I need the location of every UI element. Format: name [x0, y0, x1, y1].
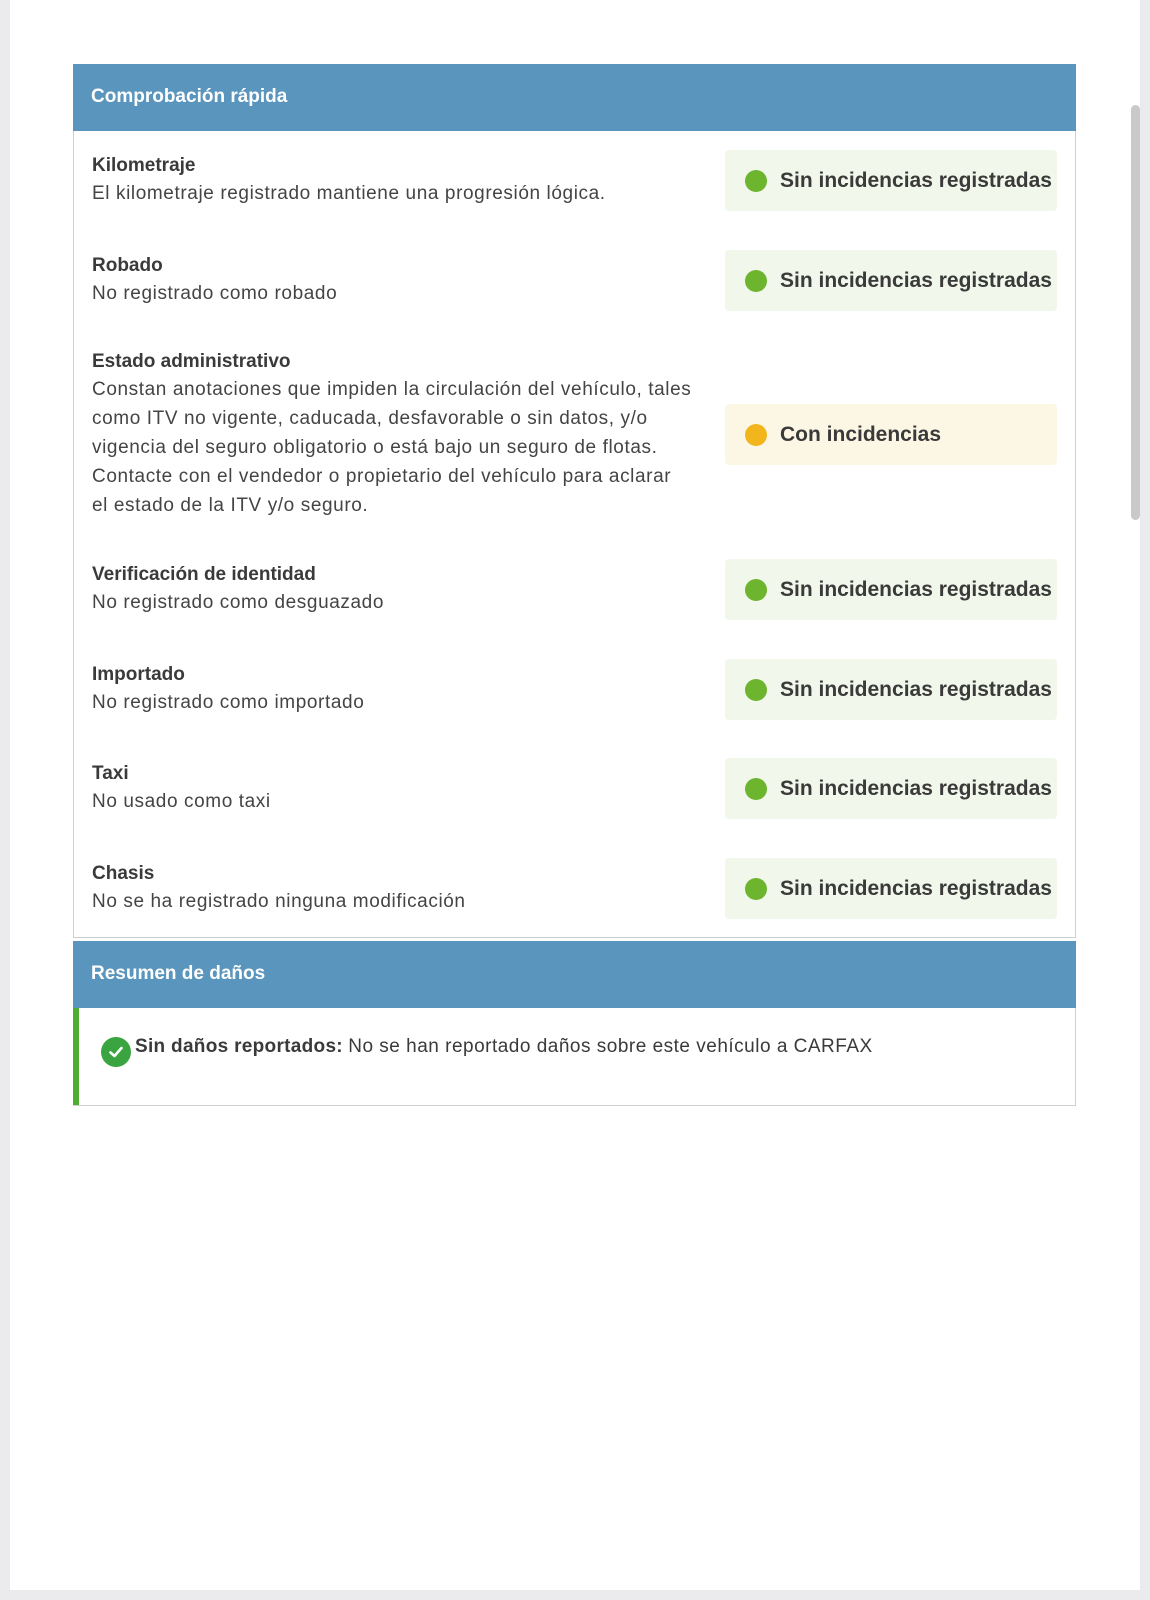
damage-summary-header: Resumen de daños	[73, 941, 1076, 1008]
scrollbar[interactable]	[1131, 105, 1140, 520]
status-ok-dot-icon	[745, 878, 767, 900]
check-description: Constan anotaciones que impiden la circulación del vehículo, tales como ITV no vigente, caducada, desfavorable o sin datos, y/o vigencia del seguro obligatorio o está bajo un seguro de flotas. Contacte con el vendedor o propietario del vehículo para aclarar el estado de la ITV y/o seguro.	[92, 379, 692, 516]
check-text	[92, 562, 692, 617]
check-title: Chasis	[92, 863, 155, 884]
check-description: No registrado como robado	[92, 283, 338, 304]
check-row	[92, 559, 1057, 620]
check-title: Robado	[92, 255, 163, 276]
status-badge	[725, 404, 1057, 465]
status-badge	[725, 659, 1057, 720]
check-description: El kilometraje registrado mantiene una progresión lógica.	[92, 183, 606, 204]
status-ok-dot-icon	[745, 579, 767, 601]
status-label: Sin incidencias registradas	[780, 776, 1052, 800]
check-row	[92, 349, 1057, 520]
check-text	[92, 253, 692, 308]
status-label: Sin incidencias registradas	[780, 577, 1052, 601]
check-row	[92, 858, 1057, 919]
check-title: Taxi	[92, 763, 129, 784]
damage-summary-text: No se han reportado daños sobre este vehículo a CARFAX	[348, 1036, 873, 1057]
status-badge	[725, 858, 1057, 919]
status-warning-dot-icon	[745, 424, 767, 446]
check-row	[92, 250, 1057, 311]
check-description: No se ha registrado ninguna modificación	[92, 891, 466, 912]
check-description: No registrado como desguazado	[92, 592, 385, 613]
status-label: Con incidencias	[780, 422, 942, 446]
status-label: Sin incidencias registradas	[780, 677, 1052, 701]
check-title: Estado administrativo	[92, 351, 291, 372]
status-label: Sin incidencias registradas	[780, 168, 1052, 192]
check-text	[92, 861, 692, 916]
damage-summary-body	[73, 1008, 1075, 1105]
quick-check-list	[74, 131, 1075, 937]
check-text	[92, 153, 692, 208]
quick-check-header: Comprobación rápida	[73, 64, 1076, 131]
check-text	[92, 662, 692, 717]
check-text	[92, 761, 692, 816]
check-title: Kilometraje	[92, 155, 196, 176]
check-row	[92, 758, 1057, 819]
damage-summary-label: Sin daños reportados:	[135, 1036, 343, 1057]
status-badge	[725, 758, 1057, 819]
check-row	[92, 659, 1057, 720]
status-badge	[725, 150, 1057, 211]
quick-check-panel	[73, 64, 1076, 938]
check-text	[92, 349, 692, 520]
check-row	[92, 150, 1057, 211]
check-description: No usado como taxi	[92, 791, 271, 812]
status-ok-dot-icon	[745, 170, 767, 192]
check-circle-icon	[101, 1037, 131, 1067]
check-description: No registrado como importado	[92, 692, 365, 713]
status-label: Sin incidencias registradas	[780, 876, 1052, 900]
check-title: Importado	[92, 664, 185, 685]
status-ok-dot-icon	[745, 778, 767, 800]
damage-summary-panel	[73, 941, 1076, 1106]
status-ok-dot-icon	[745, 270, 767, 292]
status-badge	[725, 559, 1057, 620]
check-title: Verificación de identidad	[92, 564, 316, 585]
status-ok-dot-icon	[745, 679, 767, 701]
status-label: Sin incidencias registradas	[780, 268, 1052, 292]
status-badge	[725, 250, 1057, 311]
